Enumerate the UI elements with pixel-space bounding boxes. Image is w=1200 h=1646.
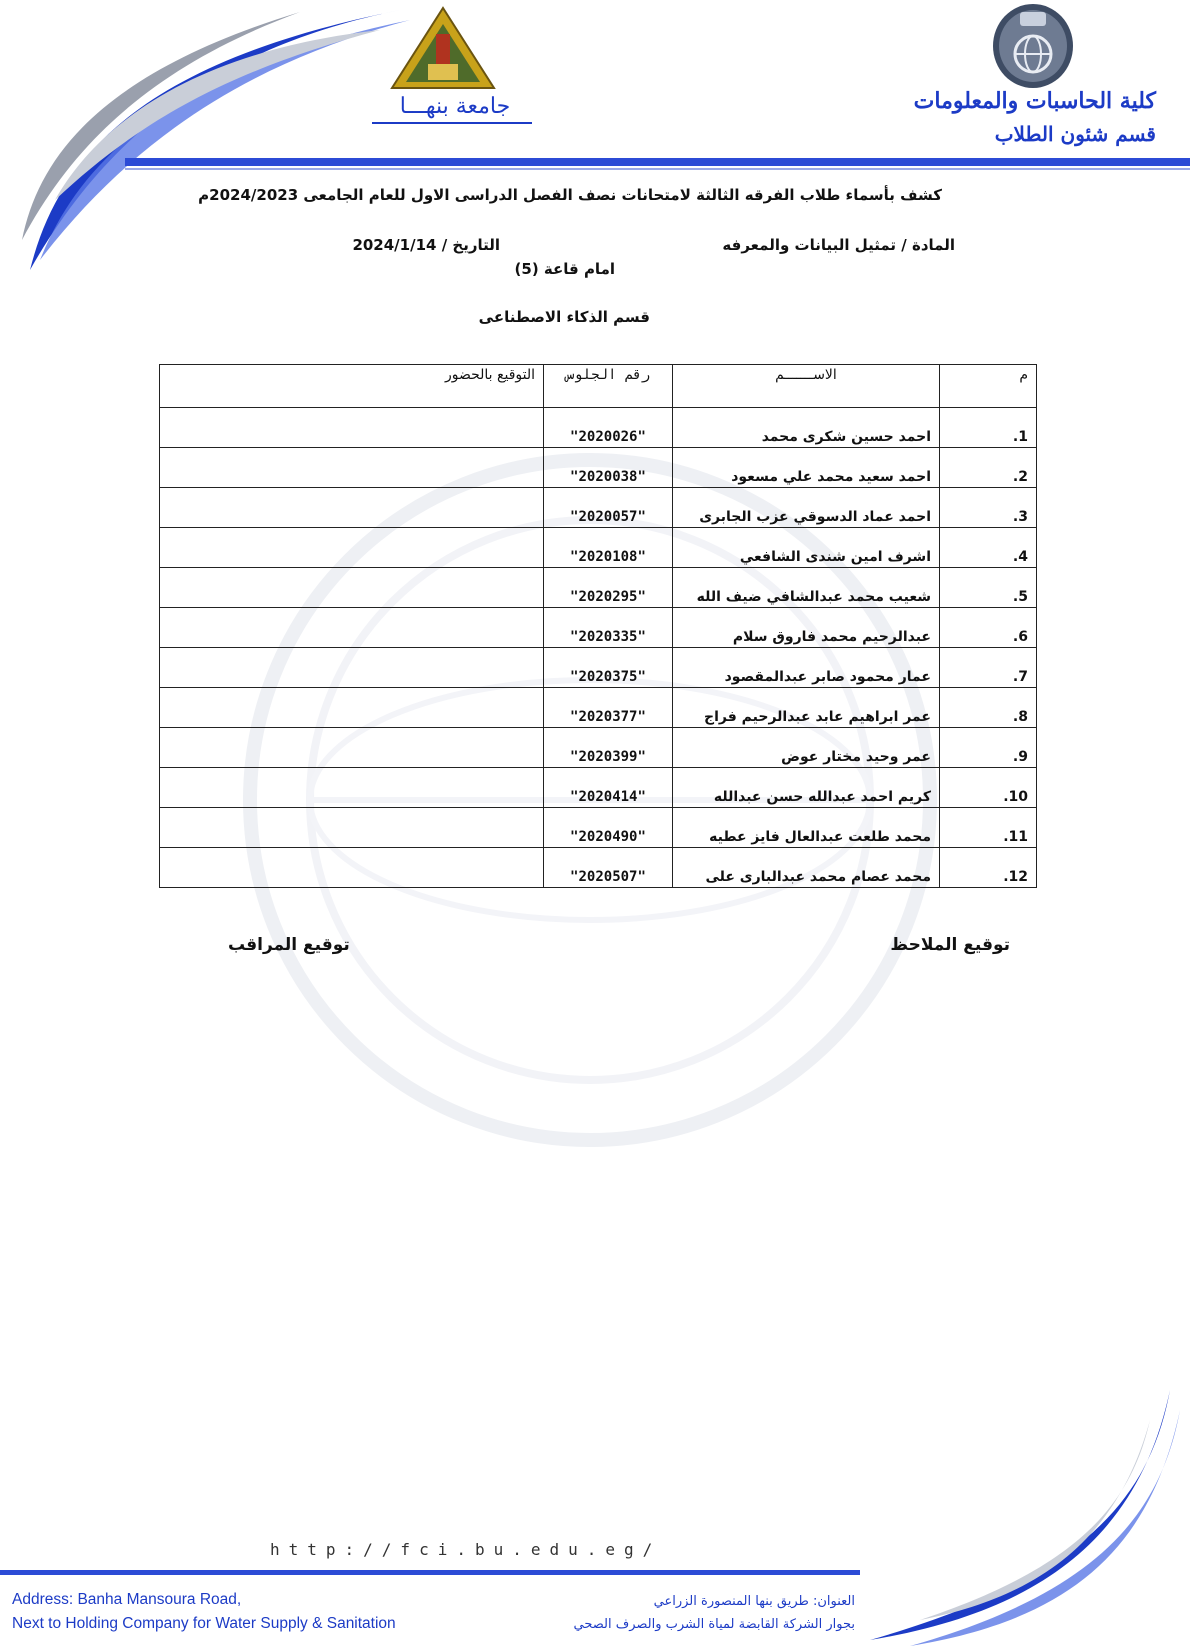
student-name: محمد طلعت عبدالعال فايز عطيه [673, 808, 940, 848]
faculty-name: كلية الحاسبات والمعلومات [913, 88, 1156, 114]
university-logo-icon [388, 4, 498, 90]
row-number: 4. [940, 528, 1037, 568]
address-en-line-2: Next to Holding Company for Water Supply & Sanitation [12, 1615, 396, 1632]
seat-number: "2020377" [544, 688, 673, 728]
row-number: 8. [940, 688, 1037, 728]
proctor-signature-label: توقيع المراقب [228, 935, 350, 955]
header-bar-thin [125, 168, 1190, 170]
table-row [160, 688, 1037, 728]
student-name: شعيب محمد عبدالشافي ضيف الله [673, 568, 940, 608]
attendance-signature-cell [160, 728, 544, 768]
row-number: 10. [940, 768, 1037, 808]
attendance-signature-cell [160, 808, 544, 848]
table-row [160, 408, 1037, 448]
table-row [160, 848, 1037, 888]
bottom-right-swoosh-decoration [850, 1380, 1190, 1646]
table-row [160, 608, 1037, 648]
seat-number: "2020026" [544, 408, 673, 448]
university-name: جامعة بنهـــا [399, 94, 511, 119]
attendance-signature-cell [160, 528, 544, 568]
student-name: عمار محمود صابر عبدالمقصود [673, 648, 940, 688]
attendance-signature-cell [160, 648, 544, 688]
student-roster-table [159, 364, 1037, 888]
seat-number: "2020490" [544, 808, 673, 848]
student-name: عمر وحيد مختار عوض [673, 728, 940, 768]
table-row [160, 528, 1037, 568]
seat-number: "2020375" [544, 648, 673, 688]
table-row [160, 488, 1037, 528]
table-row [160, 808, 1037, 848]
row-number: 12. [940, 848, 1037, 888]
address-arabic [574, 1590, 855, 1636]
attendance-signature-cell [160, 608, 544, 648]
address-ar-line-2: بجوار الشركة القابضة لمياة الشرب والصرف الصحي [573, 1617, 855, 1632]
header-signature: التوقيع بالحضور [160, 365, 544, 408]
top-left-swoosh-decoration [0, 0, 420, 300]
row-number: 5. [940, 568, 1037, 608]
attendance-signature-cell [160, 848, 544, 888]
student-name: محمد عصام محمد عبدالبارى على [673, 848, 940, 888]
table-body [160, 408, 1037, 888]
table-row [160, 768, 1037, 808]
address-en-line-1: Address: Banha Mansoura Road, [12, 1591, 242, 1608]
seat-number: "2020399" [544, 728, 673, 768]
attendance-signature-cell [160, 568, 544, 608]
student-name: عمر ابراهيم عابد عبدالرحيم فراج [673, 688, 940, 728]
exam-date: التاريخ / 2024/1/14 [352, 236, 500, 254]
faculty-url[interactable]: http://fci.bu.edu.eg/ [270, 1540, 662, 1559]
exam-hall: امام قاعة (5) [514, 260, 615, 278]
subject-label: المادة / تمثيل البيانات والمعرفه [722, 236, 955, 254]
header-bar [125, 158, 1190, 166]
department-label: قسم الذكاء الاصطناعى [478, 308, 650, 326]
attendance-signature-cell [160, 408, 544, 448]
seat-number: "2020295" [544, 568, 673, 608]
table-row [160, 568, 1037, 608]
address-ar-line-1: العنوان: طريق بنها المنصورة الزراعي [653, 1594, 855, 1609]
attendance-signature-cell [160, 768, 544, 808]
header-num: م [940, 365, 1037, 408]
table-row [160, 448, 1037, 488]
table-row [160, 728, 1037, 768]
table-header-row [160, 365, 1037, 408]
seat-number: "2020507" [544, 848, 673, 888]
student-affairs-dept: قسم شئون الطلاب [994, 122, 1156, 146]
row-number: 2. [940, 448, 1037, 488]
seat-number: "2020414" [544, 768, 673, 808]
observer-signature-label: توقيع الملاحظ [890, 935, 1010, 955]
student-name: عبدالرحيم محمد فاروق سلام [673, 608, 940, 648]
seat-number: "2020335" [544, 608, 673, 648]
row-number: 3. [940, 488, 1037, 528]
row-number: 9. [940, 728, 1037, 768]
table-row [160, 648, 1037, 688]
row-number: 1. [940, 408, 1037, 448]
seat-number: "2020038" [544, 448, 673, 488]
header-seat: رقم الجلوس [544, 365, 673, 408]
faculty-logo-icon [990, 2, 1076, 90]
student-name: احمد حسين شكرى محمد [673, 408, 940, 448]
address-english [12, 1588, 396, 1636]
seat-number: "2020057" [544, 488, 673, 528]
document-title: كشف بأسماء طلاب الفرقه الثالثة لامتحانات نصف الفصل الدراسى الاول للعام الجامعى 2024/2023م [198, 186, 942, 204]
seat-number: "2020108" [544, 528, 673, 568]
university-name-underline [372, 122, 532, 124]
attendance-signature-cell [160, 488, 544, 528]
row-number: 7. [940, 648, 1037, 688]
student-name: احمد سعيد محمد علي مسعود [673, 448, 940, 488]
row-number: 6. [940, 608, 1037, 648]
student-name: كريم احمد عبدالله حسن عبدالله [673, 768, 940, 808]
attendance-signature-cell [160, 688, 544, 728]
header-name: الاســـــــم [673, 365, 940, 408]
student-name: احمد عماد الدسوقي عزب الجابرى [673, 488, 940, 528]
footer-bar [0, 1570, 860, 1575]
student-name: اشرف امين شندى الشافعي [673, 528, 940, 568]
attendance-signature-cell [160, 448, 544, 488]
row-number: 11. [940, 808, 1037, 848]
